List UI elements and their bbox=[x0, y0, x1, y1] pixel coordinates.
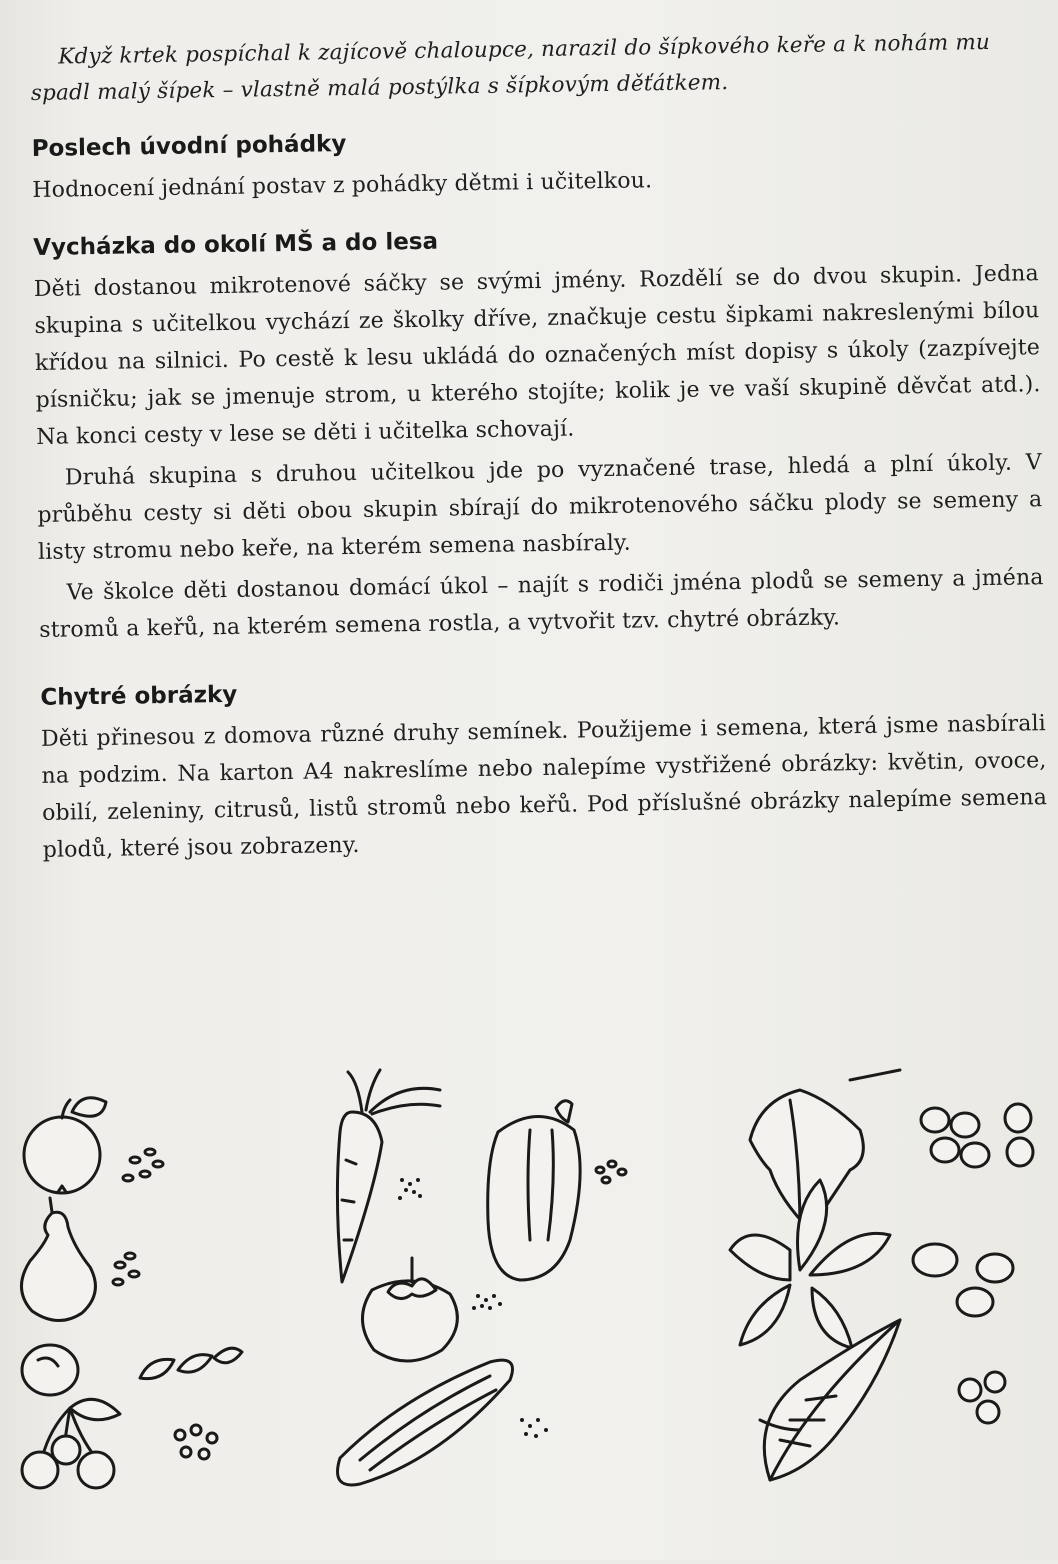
cherries-icon bbox=[22, 1399, 217, 1488]
acorn-seeds-icon bbox=[921, 1104, 1033, 1167]
section-walk bbox=[33, 215, 1044, 649]
pear-icon bbox=[21, 1198, 139, 1321]
section-heading: Vycházka do okolí MŠ a do lesa bbox=[33, 228, 439, 261]
seed-illustration bbox=[0, 1060, 1058, 1560]
cucumber-icon bbox=[338, 1360, 549, 1485]
illustration-svg bbox=[0, 1060, 1058, 1560]
page-text bbox=[30, 24, 1048, 869]
carrot-icon bbox=[337, 1070, 440, 1282]
tomato-icon bbox=[362, 1258, 502, 1361]
bean-seeds-icon bbox=[913, 1244, 1013, 1423]
paragraph: Děti dostanou mikrotenové sáčky se svými jmény. Rozdělí se do dvou skupin. Jedna skupina s učitelkou vychází ze školky dříve, značkuje cestu šipkami nakreslenými bílou křídou na silnici. Po cestě k lesu ukládá do označených míst dopisy s úkoly (zazpívejte písničku; jak se jmenuje strom, u kterého stojíte; kolik je ve vaší skupině děvčat atd.). Na konci cesty v lese se děti i učitelka schovají. bbox=[33, 261, 1041, 450]
section-heading: Poslech úvodní pohádky bbox=[31, 131, 347, 162]
paragraph: Druhá skupina s druhou učitelkou jde po vyznačené trase, hledá a plní úkoly. V průběhu cesty si děti obou skupin sbírají do mikrotenového sáčku plody se semeny a listy stromu nebo keře, na kterém semena nasbíraly. bbox=[37, 450, 1043, 565]
section-heading: Chytré obrázky bbox=[40, 681, 238, 711]
apple-icon bbox=[24, 1098, 163, 1193]
paragraph: Hodnocení jednání postav z pohádky dětmi i učitelkou. bbox=[32, 168, 653, 203]
section-smart-pictures bbox=[40, 665, 1048, 869]
feather-leaf-icon bbox=[760, 1320, 900, 1480]
chestnut-leaf-icon bbox=[730, 1180, 890, 1348]
paragraph: Ve školce děti dostanou domácí úkol – najít s rodiči jména plodů se semeny a jména stromů a keřů, na kterém semena rostla, a vytvořit tzv. chytré obrázky. bbox=[39, 565, 1044, 643]
plum-icon bbox=[22, 1345, 242, 1395]
paragraph: Děti přinesou z domova různé druhy semínek. Použijeme i semena, která jsme nasbírali na podzim. Na karton A4 nakreslíme nebo nalepíme vystřižené obrázky: květin, ovoce, obilí, zeleniny, citrusů, listů stromů nebo keřů. Pod příslušné obrázky nalepíme semena plodů, které jsou zobrazeny. bbox=[40, 711, 1048, 863]
pepper-icon bbox=[488, 1101, 626, 1280]
intro-paragraph: Když krtek pospíchal k zajícově chaloupce, narazil do šípkového keře a k nohám mu spadl malý šípek – vlastně malá postýlka s šípkovým děťátkem. bbox=[30, 29, 991, 106]
